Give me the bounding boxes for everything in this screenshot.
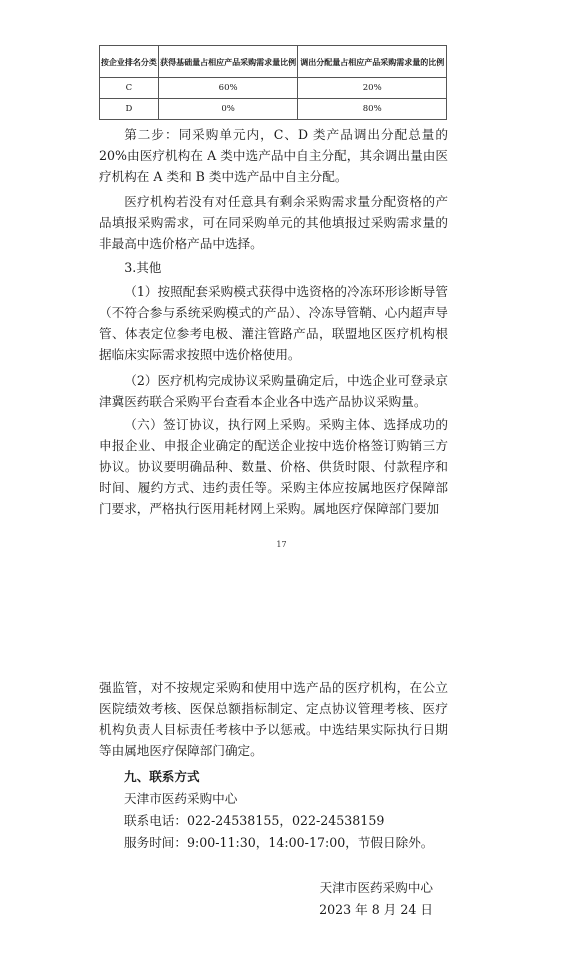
paragraph-other-2: （2）医疗机构完成协议采购量确定后，中选企业可登录京津冀医药联合采购平台查看本企业各中选产品协议采购量。 <box>99 373 448 409</box>
section-title-other: 3.其他 <box>124 260 162 275</box>
paragraph-step2: 第二步：同采购单元内，C、D 类产品调出分配总量的 20%由医疗机构在 A 类中选产品中自主分配，其余调出量由医疗机构在 A 类和 B 类中选产品中自主分配。 <box>99 127 448 184</box>
paragraph-no-qualification: 医疗机构若没有对任意具有剩余采购需求量分配资格的产品填报采购需求，可在同采购单元的其他填报过采购需求量的非最高中选价格产品中选择。 <box>99 194 448 251</box>
table-header-cell: 按企业排名分类 <box>100 46 159 78</box>
page-number: 17 <box>276 540 287 549</box>
contact-org: 天津市医药采购中心 <box>124 791 238 806</box>
table-row <box>100 78 447 99</box>
table-header-row <box>100 46 447 78</box>
table-cell: 20% <box>298 78 447 99</box>
table-cell: D <box>100 99 159 120</box>
contact-hours: 服务时间：9:00-11:30，14:00-17:00，节假日除外。 <box>124 835 434 850</box>
signature-org: 天津市医药采购中心 <box>319 880 433 895</box>
allocation-table <box>99 45 447 120</box>
table-header-cell: 获得基础量占相应产品采购需求量比例 <box>158 46 298 78</box>
contact-phone: 联系电话：022-24538155，022-24538159 <box>124 813 385 828</box>
paragraph-sign-agreement: （六）签订协议，执行网上采购。采购主体、选择成功的申报企业、申报企业确定的配送企业按中选价格签订购销三方协议。协议要明确品种、数量、价格、供货时限、付款程序和时间、履约方式、违约责任等。采购主体应按属地医疗保障部门要求，严格执行医用耗材网上采购。属地医疗保障部门要加 <box>99 417 448 516</box>
table-cell: 80% <box>298 99 447 120</box>
section-heading-contact: 九、联系方式 <box>124 769 200 784</box>
table-cell: 0% <box>158 99 298 120</box>
paragraph-continuation: 强监管，对不按规定采购和使用中选产品的医疗机构，在公立医院绩效考核、医保总额指标制定、定点协议管理考核、医疗机构负责人目标责任考核中予以惩戒。中选结果实际执行日期等由属地医疗保障部门确定。 <box>99 680 448 758</box>
table-header-cell: 调出分配量占相应产品采购需求量的比例 <box>298 46 447 78</box>
table-row <box>100 99 447 120</box>
signature-date: 2023 年 8 月 24 日 <box>319 902 433 917</box>
table-cell: 60% <box>158 78 298 99</box>
paragraph-other-1: （1）按照配套采购模式获得中选资格的冷冻环形诊断导管（不符合参与系统采购模式的产品）、冷冻导管鞘、心内超声导管、体表定位参考电极、灌注管路产品，联盟地区医疗机构根据临床实际需求按照中选价格使用。 <box>99 284 448 362</box>
table-cell: C <box>100 78 159 99</box>
